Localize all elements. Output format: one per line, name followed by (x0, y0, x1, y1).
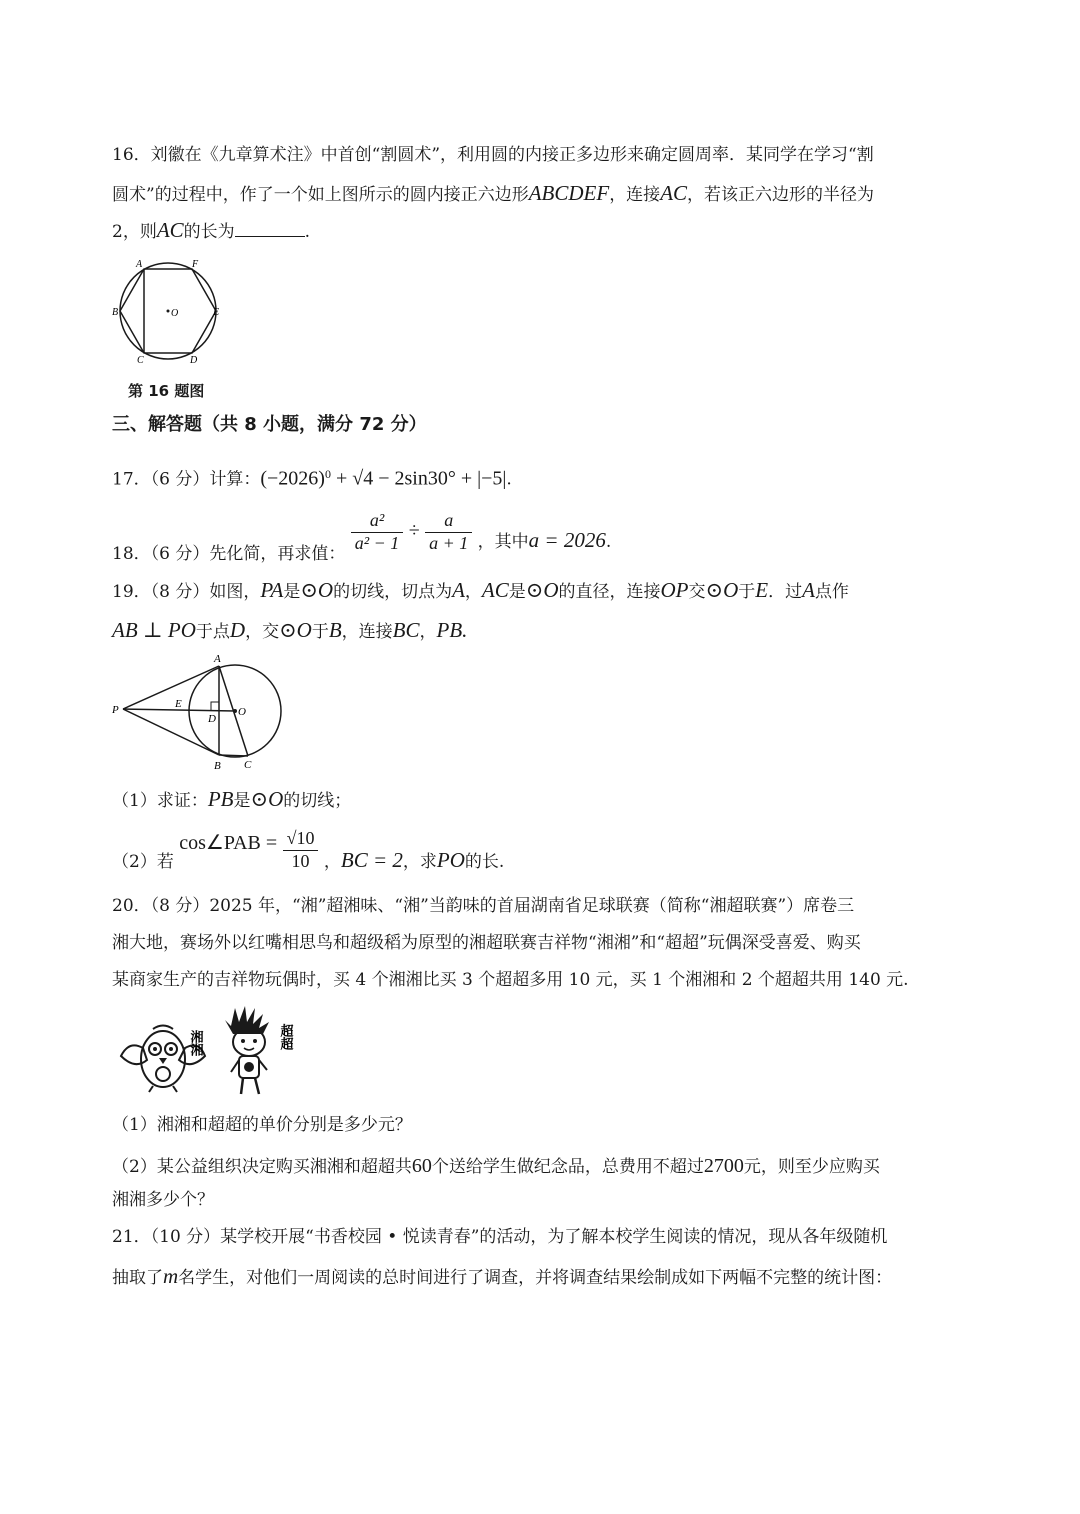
mascot-chaochao (225, 1006, 269, 1094)
q20-part1: （1）湘湘和超超的单价分别是多少元？ (112, 1115, 412, 1135)
q20-line2: 湘大地，赛场外以红嘴相思鸟和超级稻为原型的湘超联赛吉祥物“湘湘”和“超超”玩偶深受喜爱、购买 (112, 933, 861, 953)
q20-part2: （2）某公益组织决定购买湘湘和超超共60个送给学生做纪念品，总费用不超过2700元，则至少应购买 (112, 1155, 880, 1177)
hexagon-figure (110, 255, 230, 370)
q18-frac2: $\frac{a}{a + 1}$ (425, 510, 472, 554)
segment-bc (219, 755, 248, 756)
label-b: B (214, 760, 221, 772)
q18-frac1: $\frac{\text{a²}}{\text{a² − 1}}$ (351, 510, 404, 554)
q16-line3: 2，则AC的长为 . (112, 218, 311, 242)
q20-part2-line2: 湘湘多少个？ (112, 1190, 214, 1210)
label-c: C (137, 355, 144, 366)
tangent-figure (108, 652, 293, 774)
q19-line2: AB ⊥ PO于点D，交⊙O于B，连接BC，PB. (112, 618, 468, 642)
label-e: E (213, 307, 220, 318)
label-o: O (238, 706, 246, 718)
center-point (167, 310, 170, 313)
q18-line: 18．（6 分）先化简，再求值： $\frac{\text{a²}}{\text{a² − 1}}$ ÷ $\frac{a}{a + 1}$ ，其中a = 2026. (112, 510, 612, 564)
segment-pb (123, 709, 219, 755)
center-o (233, 709, 237, 713)
q19-part2: （2）若 cos∠PAB = $\frac{√10}{10}$ ，BC = 2，求PO的长. (112, 828, 505, 872)
label-f: F (192, 259, 199, 270)
mascot-figure (113, 1004, 313, 1099)
q21-line2: 抽取了m名学生，对他们一周阅读的总时间进行了调查，并将调查结果绘制成如下两幅不完整的统计图： (112, 1264, 893, 1288)
q21-line1: 21．（10 分）某学校开展“书香校园 • 悦读青春”的活动，为了解本校学生阅读的情况，现从各年级随机 (112, 1227, 888, 1247)
label-p: P (112, 704, 119, 716)
label-c: C (244, 759, 252, 771)
mascot2-label: 超超 (277, 1024, 293, 1050)
label-a: A (136, 259, 143, 270)
q20-line3: 某商家生产的吉祥物玩偶时，买 4 个湘湘比买 3 个超超多用 10 元，买 1 个湘湘和 2 个超超共用 140 元. (112, 970, 909, 990)
section3-title: 三、解答题（共 8 小题，满分 72 分） (112, 414, 427, 435)
q16-line1: 16．刘徽在《九章算术注》中首创“割圆术”，利用圆的内接正多边形来确定圆周率．某同学在学习“割 (112, 145, 874, 165)
label-o: O (171, 308, 179, 319)
label-b: B (112, 307, 119, 318)
label-d: D (208, 713, 216, 725)
answer-blank (235, 235, 305, 237)
right-angle-mark (211, 702, 219, 710)
label-a: A (214, 653, 221, 665)
label-e: E (175, 698, 182, 710)
q19-frac: $\frac{√10}{10}$ (283, 828, 319, 872)
mascot1-label: 湘湘 (187, 1030, 203, 1056)
segment-pa (123, 666, 219, 709)
q16-line2: 圆术”的过程中，作了一个如上图所示的圆内接正六边形ABCDEF，连接AC，若该正六边形的半径为 (112, 181, 875, 205)
q16-caption: 第 16 题图 (128, 382, 205, 400)
q17-line: 17．（6 分）计算：$(-2026)^0 + √4 - 2\sin 30^\circ + |-5|$. (112, 467, 512, 490)
label-d: D (190, 355, 198, 366)
q20-line1: 20．（8 分）2025 年，“湘”超湘味、“湘”当韵味的首届湖南省足球联赛（简称“湘超联赛”）席卷三 (112, 896, 855, 916)
q19-line1: 19．（8 分）如图，PA是⊙O的切线，切点为A，AC是⊙O的直径，连接OP交⊙O于E．过A点作 (112, 578, 849, 602)
q19-part1: （1）求证：PB是⊙O的切线； (112, 787, 352, 811)
